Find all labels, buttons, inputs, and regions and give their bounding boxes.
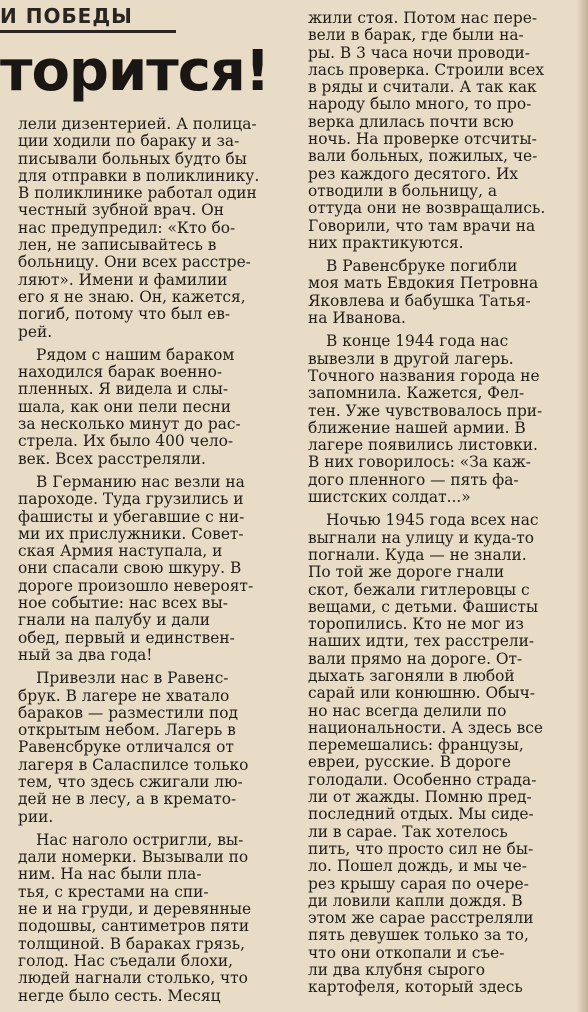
text-line: ская Армия наступала, и [18,542,223,561]
header-rule [0,30,176,33]
text-line: лась проверка. Строили всех [308,60,545,79]
text-line: лен, не записывайтесь в [18,236,217,255]
text-line: подошвы, сантиметров пяти [18,917,250,936]
text-line: ли в сарае. Так хотелось [308,822,508,841]
text-line: вещами, с детьми. Фашисты [308,597,539,616]
text-line: находился барак военно- [18,363,223,382]
text-line: В них говорилось: «За каж- [308,453,532,472]
text-line: евреи, русские. В дороге [308,753,511,772]
text-line: век. Всех расстреляли. [18,449,206,468]
text-line: они спасали свою шкуру. В [18,559,242,578]
text-line: стрела. Их было 400 чело- [18,432,234,451]
text-line: выгнали на улицу и куда-то [308,528,535,547]
text-line: пить, что просто сил не бы- [308,839,534,858]
text-line: вали больных, пожилых, че- [308,147,538,166]
text-line: людей нагнали столько, что [18,969,248,988]
text-line: отводили в больницу, а [308,181,498,200]
text-line: не и на груди, и деревянные [18,900,252,919]
text-line: для отправки в поликлинику. [18,166,260,185]
text-line: сарай или конюшню. Обыч- [308,684,535,703]
text-line: ляют». Имени и фамилии [18,270,228,289]
text-line: лели дизентерией. А полица- [18,115,257,133]
text-column-left [18,116,280,1005]
text-line: в ряды и считали. А так как [308,78,537,97]
text-line: ли два клубня сырого [308,961,486,980]
text-line: ло. Пошел дождь, и мы че- [308,857,527,876]
text-line: лагеря в Саласпилсе только [18,755,249,774]
section-kicker: И ПОБЕДЫ [0,4,133,28]
text-line: Рядом с нашим бараком [36,345,235,364]
text-line: По той же дороге гнали [308,563,505,582]
text-line: погиб, потому что был ев- [18,305,231,324]
text-line: негде было сесть. Месяц [18,986,221,1005]
text-line: пароходе. Туда грузились и [18,490,244,509]
text-line: бараков — разместили под [18,703,239,722]
text-line: ции ходили по бараку и за- [18,132,240,151]
text-line: рей. [18,322,53,341]
text-line: ли от жажды. Помню пред- [308,788,532,807]
text-line: Яковлева и бабушка Татья- [308,291,531,310]
text-line: верка длилась почти всю [308,112,514,131]
text-line: на Иванова. [308,309,406,328]
text-line: тен. Уже чувствовалось при- [308,401,543,420]
text-line: ним. На нас были пла- [18,865,202,884]
text-line: ди ловили капли дождя. В [308,891,523,910]
text-line: рии. [18,807,54,826]
text-line: моя мать Евдокия Петровна [308,274,539,293]
text-line: ми их прислужники. Совет- [18,524,244,543]
text-line: ное событие: нас всех вы- [18,594,228,613]
text-line: обед, первый и единствен- [18,628,235,647]
text-line: перемешались: французы, [308,736,524,755]
text-line: дей не в лесу, а в кремато- [18,790,237,809]
text-line: за несколько минут до рас- [18,415,241,434]
text-line: Точного названия города не [308,366,540,385]
text-line: шистских солдат...» [308,488,471,507]
text-line: дого пленного — пять фа- [308,470,519,489]
text-line: погнали. Куда — не знали. [308,545,527,564]
text-line: Ночью 1945 года всех нас [326,511,539,530]
text-column-right [308,10,580,997]
text-line: Говорили, что там врачи на [308,216,536,235]
article-headline: торится! [0,39,270,104]
text-line: шала, как они пели песни [18,397,231,416]
text-line: пять девушек только за то, [308,926,529,945]
text-line: пленных. Я видела и слы- [18,380,229,399]
text-line: них практикуются. [308,233,464,252]
text-line: оттуда они не возвращались. [308,199,546,218]
text-line: больницу. Они всех расстре- [18,253,251,272]
text-line: ры. В 3 часа ночи проводи- [308,43,530,62]
text-line: скот, бежали гитлеровцы с [308,580,530,599]
text-line: что они откопали и съе- [308,943,505,962]
text-line: В Германию нас везли на [36,472,245,491]
text-line: голод. Нас съедали блохи, [18,951,233,970]
text-line: рез крышу сарая по очере- [308,874,529,893]
text-line: лагере появились листовки. [308,436,538,455]
text-line: честный зубной врач. Он [18,201,224,220]
text-line: ночь. На проверке отсчиты- [308,130,537,149]
text-line: ближение нашей армии. В [308,418,526,437]
text-line: этом же сарае расстреляли [308,909,534,928]
text-line: тья, с крестами на спи- [18,882,209,901]
text-line: рез каждого десятого. Их [308,164,519,183]
text-line: наших идти, тех расстрели- [308,632,535,651]
text-line: дали номерки. Вызывали по [18,848,249,867]
text-line: В Равенсбруке погибли [326,257,518,276]
text-line: жили стоя. Потом нас пере- [308,9,538,27]
text-line: тем, что здесь сжигали лю- [18,772,243,791]
text-line: толщиной. В бараках грязь, [18,934,246,953]
text-line: вывезли в другой лагерь. [308,349,514,368]
text-line: запомнила. Кажется, Фел- [308,384,525,403]
text-line: вели в барак, где были на- [308,26,524,45]
text-line: Привезли нас в Равенс- [36,669,229,688]
text-line: его я не знаю. Он, кажется, [18,287,246,306]
text-line: открытым небом. Лагерь в [18,721,236,740]
text-line: народу было много, то про- [308,95,532,114]
text-line: Равенсбруке отличался от [18,738,234,757]
text-line: брук. В лагере не хватало [18,686,230,705]
text-line: национальности. А здесь все [308,718,543,737]
text-line: дыхать загоняли в любой [308,666,515,685]
text-line: торопились. Кто не мог из [308,615,524,634]
text-line: Нас наголо остригли, вы- [36,830,244,849]
text-line: ный за два года! [18,645,153,664]
section-header [0,0,178,38]
text-line: фашисты и убегавшие с ни- [18,507,245,526]
text-line: но нас всегда делили по [308,701,507,720]
text-line: картофеля, который здесь [308,978,523,997]
text-line: гнали на палубу и дали [18,611,211,630]
text-line: нас предупредил: «Кто бо- [18,218,236,237]
text-line: дороге произошло невероят- [18,576,254,595]
text-line: голодали. Особенно страда- [308,770,537,789]
text-line: В поликлинике работал один [18,184,257,203]
page-fold-shadow [576,0,588,1012]
text-line: писывали больных будто бы [18,149,247,168]
text-line: В конце 1944 года нас [326,332,509,351]
text-line: последний отдых. Мы сиде- [308,805,534,824]
text-line: вали прямо на дороге. От- [308,649,523,668]
